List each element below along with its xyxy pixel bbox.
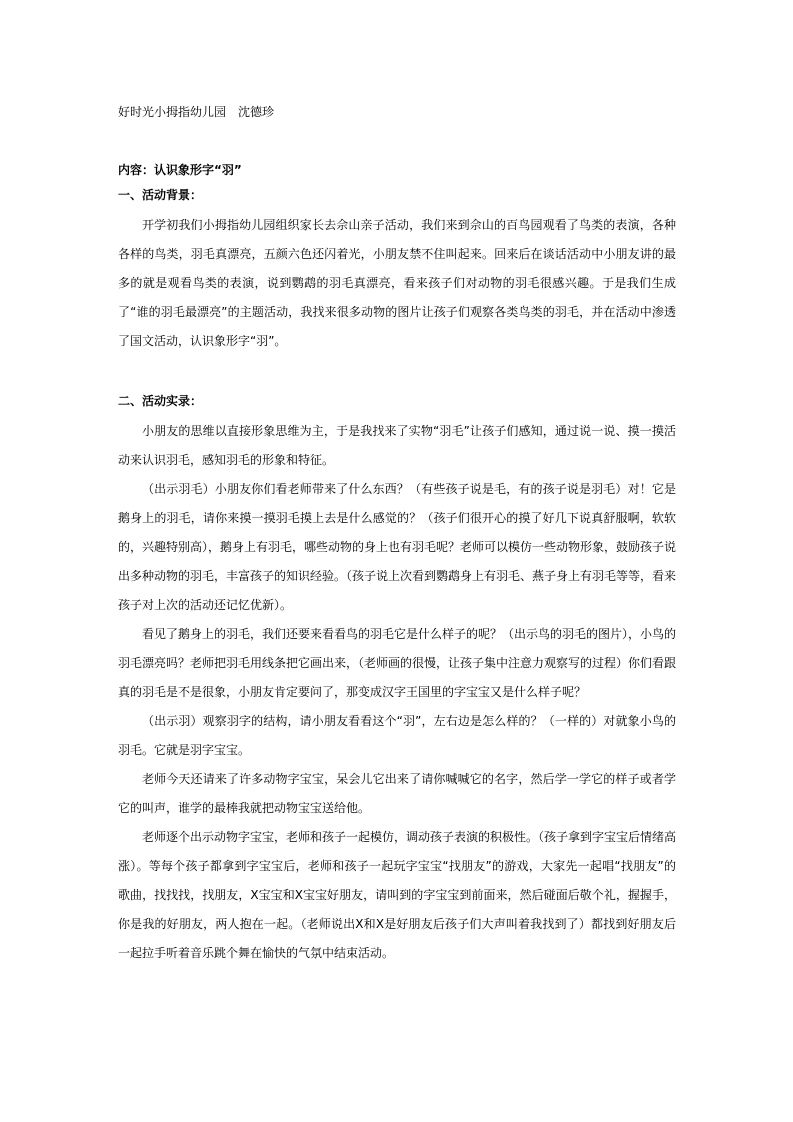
paragraph: 小朋友的思维以直接形象思维为主，于是我找来了实物“羽毛”让孩子们感知，通过说一说、摸一摸活动来认识羽毛，感知羽毛的形象和特征。 — [118, 424, 677, 467]
section-heading-record: 二、活动实录： — [118, 394, 203, 408]
paragraph: 老师逐个出示动物字宝宝，老师和孩子一起模仿，调动孩子表演的积极性。（孩子拿到字宝宝后情绪高涨）。等每个孩子都拿到字宝宝后，老师和孩子一起玩字宝宝“找朋友”的游戏，大家先一起唱“找朋友”的歌曲，找找找，找朋友，X宝宝和X宝宝好朋友，请叫到的字宝宝到前面来，然后碰面后敬个礼，握握手，你是我的好朋友，两人抱在一起。（老师说出X和X是好朋友后孩子们大声叫着我找到了）都找到好朋友后一起拉手听着音乐跳个舞在愉快的气氛中结束活动。 — [118, 830, 677, 960]
paragraph: 开学初我们小拇指幼儿园组织家长去佘山亲子活动，我们来到佘山的百鸟园观看了鸟类的表演，各种各样的鸟类，羽毛真漂亮，五颜六色还闪着光，小朋友禁不住叫起来。回来后在谈话活动中小朋友讲的最多的就是观看鸟类的表演，说到鹦鹉的羽毛真漂亮，看来孩子们对动物的羽毛很感兴趣。于是我们生成了“谁的羽毛最漂亮”的主题活动，我找来很多动物的图片让孩子们观察各类鸟类的羽毛，并在活动中渗透了国文活动，认识象形字“羽”。 — [118, 218, 676, 348]
section-heading-background: 一、活动背景： — [118, 188, 203, 202]
paragraph: 看见了鹅身上的羽毛，我们还要来看看鸟的羽毛它是什么样子的呢？（出示鸟的羽毛的图片），小鸟的羽毛漂亮吗？老师把羽毛用线条把它画出来，（老师画的很慢，让孩子集中注意力观察写的过程）你们看跟真的羽毛是不是很象，小朋友肯定要问了，那变成汉字王国里的字宝宝又是什么样子呢？ — [118, 627, 677, 699]
paragraph: （出示羽毛）小朋友你们看老师带来了什么东西？（有些孩子说是毛，有的孩子说是羽毛）对！它是鹅身上的羽毛，请你来摸一摸羽毛摸上去是什么感觉的？（孩子们很开心的摸了好几下说真舒服啊，软软的，兴趣特别高），鹅身上有羽毛，哪些动物的身上也有羽毛呢？老师可以模仿一些动物形象，鼓励孩子说出多种动物的羽毛，丰富孩子的知识经验。（孩子说上次看到鹦鹉身上有羽毛、燕子身上有羽毛等等，看来孩子对上次的活动还记忆优新）。 — [118, 482, 677, 612]
document-body — [118, 100, 676, 968]
paragraph: 老师今天还请来了许多动物字宝宝，呆会儿它出来了请你喊喊它的名字，然后学一学它的样子或者学它的叫声，谁学的最棒我就把动物宝宝送给他。 — [118, 772, 676, 815]
author-byline: 好时光小拇指幼儿园 沈德珍 — [118, 105, 275, 119]
paragraph: （出示羽）观察羽字的结构，请小朋友看看这个“羽”，左右边是怎么样的？（一样的）对就象小鸟的羽毛。它就是羽字宝宝。 — [118, 714, 677, 757]
lesson-topic: 内容：认识象形字“羽” — [118, 163, 242, 177]
